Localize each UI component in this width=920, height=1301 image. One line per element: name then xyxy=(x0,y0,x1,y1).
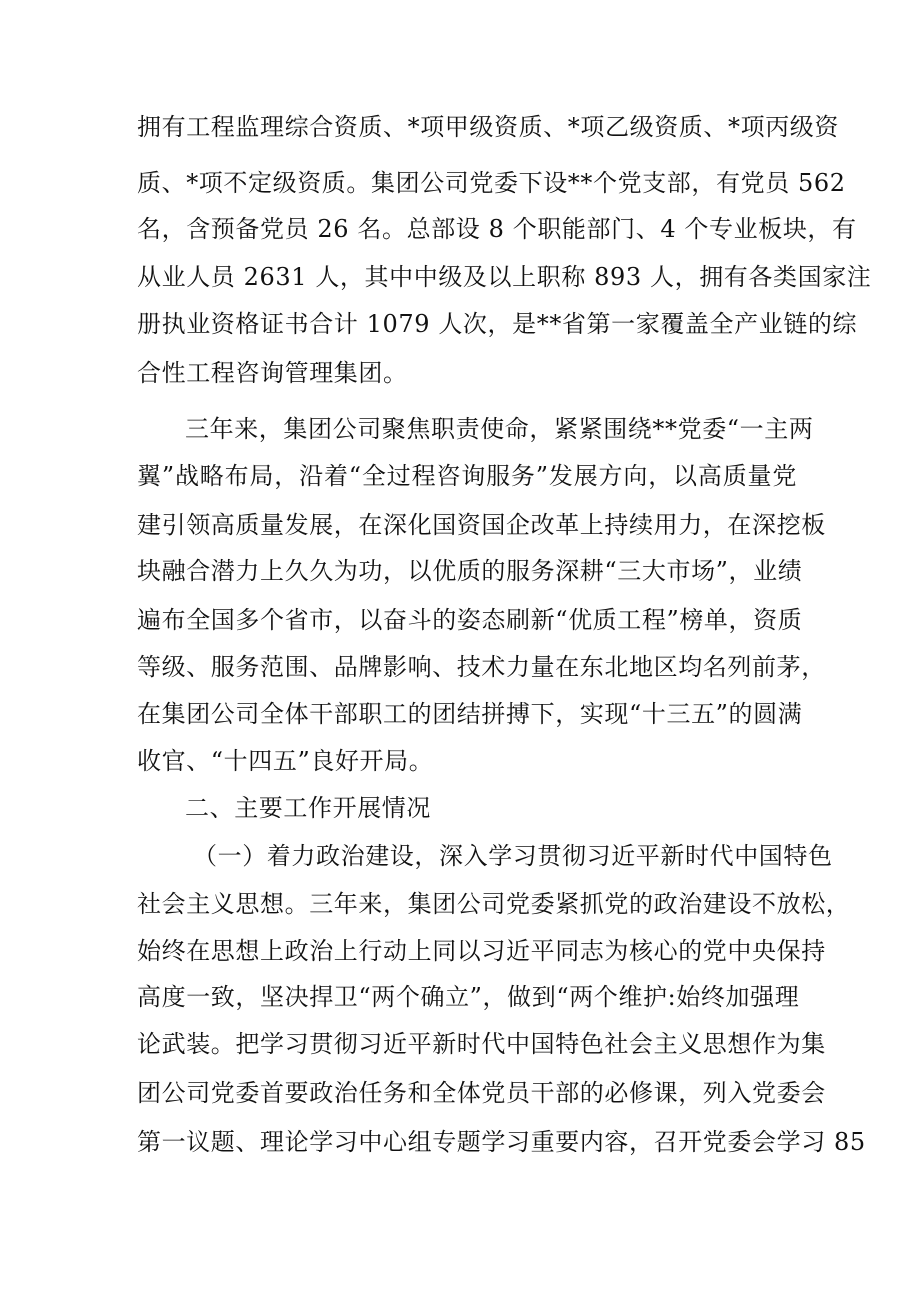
body-text-line: 合性工程咨询管理集团。 xyxy=(137,359,408,387)
body-text-line: 建引领高质量发展，在深化国资国企改革上持续用力，在深挖板 xyxy=(137,511,826,539)
body-text-line: 册执业资格证书合计 1079 人次，是**省第一家覆盖全产业链的综 xyxy=(137,310,858,338)
body-text-line: （一）着力政治建设，深入学习贯彻习近平新时代中国特色 xyxy=(193,842,833,870)
body-text-line: 始终在思想上政治上行动上同以习近平同志为核心的党中央保持 xyxy=(137,937,826,965)
body-text-line: 从业人员 2631 人，其中中级及以上职称 893 人，拥有各类国家注 xyxy=(137,263,872,291)
body-text-line: 翼”战略布局，沿着“全过程咨询服务”发展方向，以高质量党 xyxy=(137,462,797,490)
body-text-line: 在集团公司全体干部职工的团结拼搏下，实现“十三五”的圆满 xyxy=(137,700,803,728)
body-text-line: 块融合潜力上久久为功，以优质的服务深耕“三大市场”，业绩 xyxy=(137,557,803,585)
body-text-line: 遍布全国多个省市，以奋斗的姿态刷新“优质工程”榜单，资质 xyxy=(137,606,803,634)
body-text-line: 社会主义思想。三年来，集团公司党委紧抓党的政治建设不放松， xyxy=(137,890,851,918)
body-text-line: 三年来，集团公司聚焦职责使命，紧紧围绕**党委“一主两 xyxy=(185,415,814,443)
body-text-line: 第一议题、理论学习中心组专题学习重要内容，召开党委会学习 85 xyxy=(137,1128,866,1156)
body-text-line: 团公司党委首要政治任务和全体党员干部的必修课，列入党委会 xyxy=(137,1079,826,1107)
body-text-line: 名，含预备党员 26 名。总部设 8 个职能部门、4 个专业板块，有 xyxy=(137,215,857,243)
body-text-line: 质、*项不定级资质。集团公司党委下设**个党支部，有党员 562 xyxy=(137,169,846,197)
body-text-line: 高度一致，坚决捍卫“两个确立”，做到“两个维护:始终加强理 xyxy=(137,983,800,1011)
body-text-line: 收官、“十四五”良好开局。 xyxy=(137,747,434,775)
body-text-line: 等级、服务范围、品牌影响、技术力量在东北地区均名列前茅， xyxy=(137,653,826,681)
section-heading: 二、主要工作开展情况 xyxy=(185,794,431,822)
body-text-line: 拥有工程监理综合资质、*项甲级资质、*项乙级资质、*项丙级资 xyxy=(137,113,839,141)
body-text-line: 论武装。把学习贯彻习近平新时代中国特色社会主义思想作为集 xyxy=(137,1030,826,1058)
